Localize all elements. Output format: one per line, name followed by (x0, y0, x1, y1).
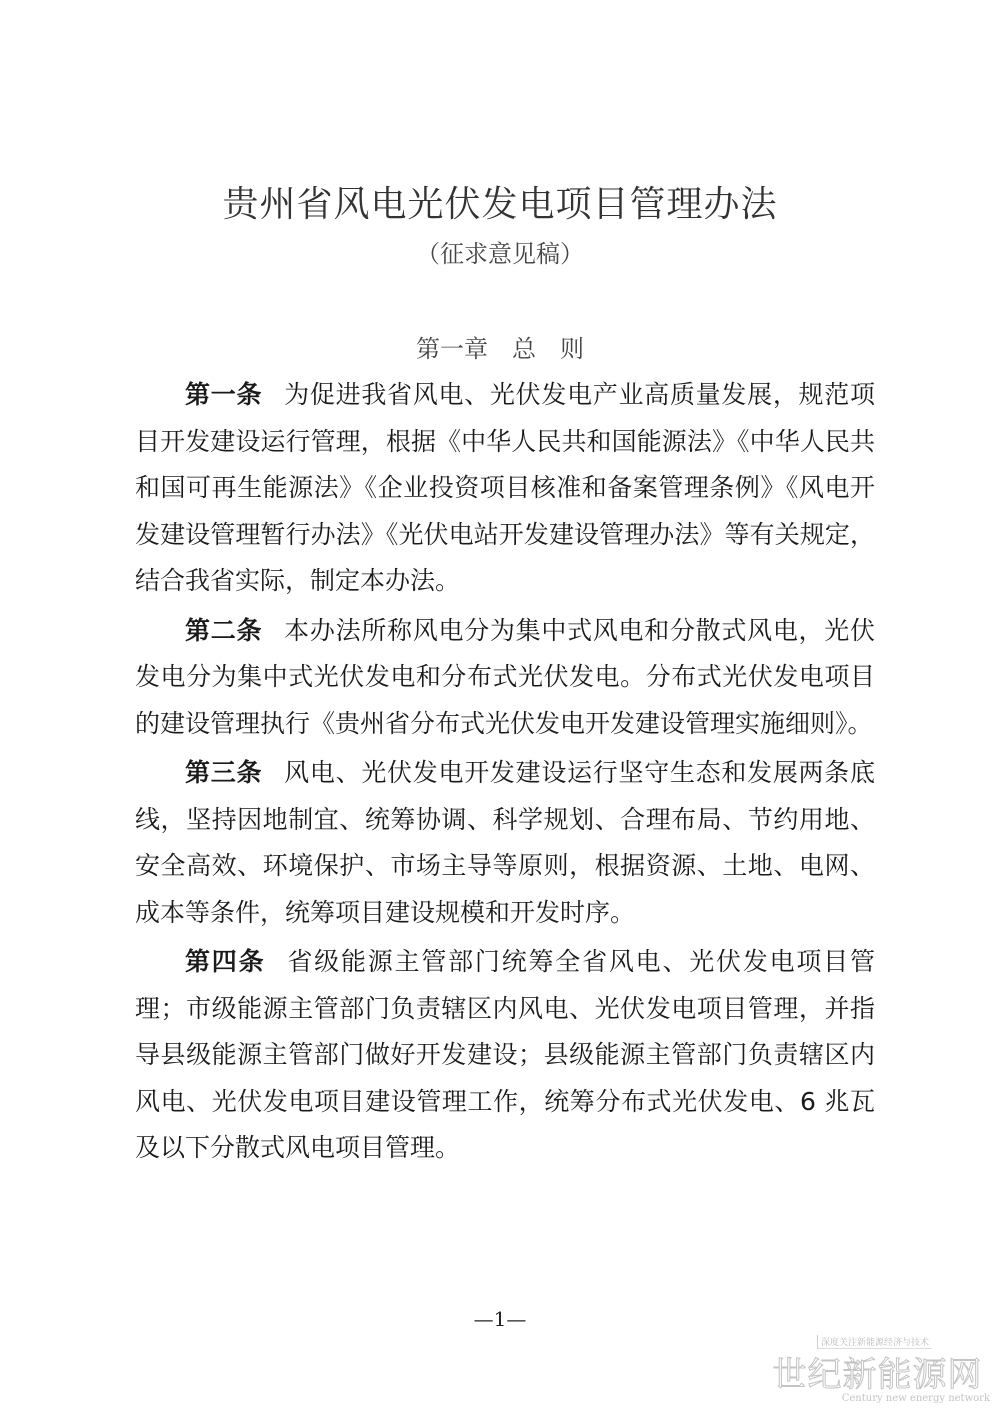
document-subtitle: （征求意见稿） (416, 240, 584, 268)
watermark-english: Century new energy network (841, 1393, 990, 1404)
article-1 (135, 372, 875, 605)
article-label: 第二条 (185, 615, 263, 645)
article-text: 为促进我省风电、光伏发电产业高质量发展，规范项目开发建设运行管理，根据《中华人民共和国能源法》《中华人民共和国可再生能源法》《企业投资项目核准和备案管理条例》《风电开发建设管理暂行办法》《光伏电站开发建设管理办法》等有关规定，结合我省实际，制定本办法。 (135, 380, 875, 595)
article-text: 风电、光伏发电开发建设运行坚守生态和发展两条底线，坚持因地制宜、统筹协调、科学规划、合理布局、节约用地、安全高效、环境保护、市场主导等原则，根据资源、土地、电网、成本等条件，统筹项目建设规模和开发时序。 (135, 758, 875, 927)
article-text: 省级能源主管部门统筹全省风电、光伏发电项目管理；市级能源主管部门负责辖区内风电、光伏发电项目管理，并指导县级能源主管部门做好开发建设；县级能源主管部门负责辖区内风电、光伏发电项目建设管理工作，统筹分布式光伏发电、6 兆瓦及以下分散式风电项目管理。 (135, 947, 875, 1162)
document-title: 贵州省风电光伏发电项目管理办法 (222, 184, 778, 225)
article-label: 第四条 (185, 947, 266, 976)
chapter-heading: 第一章 总 则 (416, 335, 584, 363)
watermark-tagline: 深度关注新能源经济与技术 (817, 1335, 932, 1349)
watermark-logo (765, 1335, 990, 1410)
document-body (135, 372, 875, 1175)
article-label: 第三条 (185, 758, 263, 787)
article-text: 本办法所称风电分为集中式风电和分散式风电，光伏发电分为集中式光伏发电和分布式光伏发电。分布式光伏发电项目的建设管理执行《贵州省分布式光伏发电开发建设管理实施细则》。 (135, 615, 875, 738)
watermark-name: 世纪新能源网 (772, 1355, 983, 1395)
article-4 (135, 939, 875, 1172)
article-2 (135, 608, 875, 748)
article-label: 第一条 (185, 380, 263, 409)
page-number: —1— (473, 1307, 527, 1331)
article-3 (135, 750, 875, 936)
